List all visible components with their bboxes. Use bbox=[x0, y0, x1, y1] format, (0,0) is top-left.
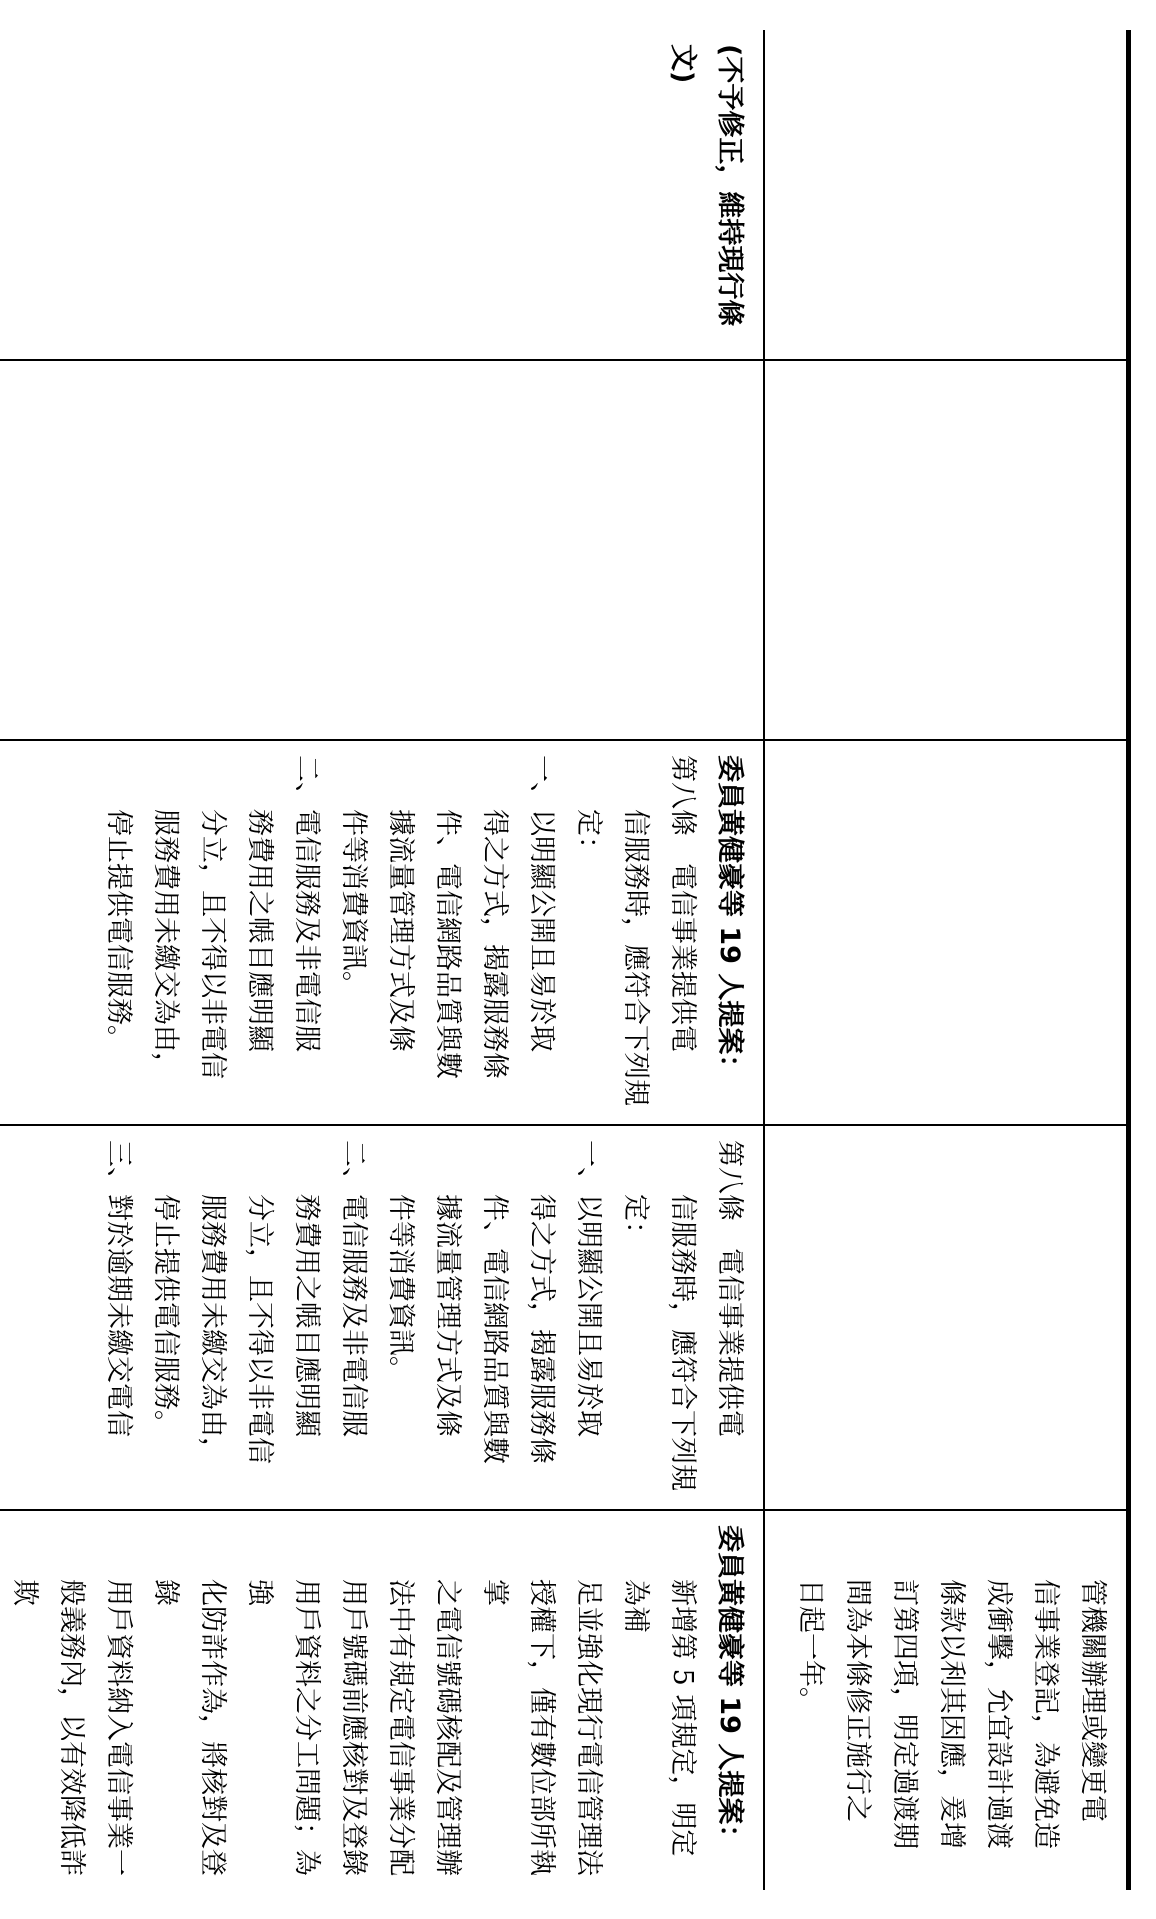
table-row bbox=[764, 30, 1129, 1890]
item-line: 停止提供電信服務。 bbox=[150, 1194, 181, 1437]
text-line: 足並強化現行電信管理法 bbox=[573, 1579, 604, 1876]
text-line: 間為本條修正施行之 bbox=[842, 1579, 873, 1822]
item-line: 一、以明顯公開且易於取 bbox=[573, 1140, 604, 1437]
item-line: 件、電信網路品質與數 bbox=[479, 1194, 510, 1464]
cell-bottom-col3 bbox=[0, 740, 764, 1125]
cell-bottom-explanation bbox=[0, 1510, 764, 1890]
text-line: 化防詐作為，將核對及登錄 bbox=[150, 1579, 228, 1876]
item-line: 得之方式，揭露服務條 bbox=[479, 809, 510, 1079]
page-body bbox=[1, 30, 1131, 1890]
text-line: 信服務時，應符合下列規 bbox=[620, 809, 651, 1106]
text-line: 成衝擊，允宜設計過渡 bbox=[983, 1579, 1014, 1849]
item-line: 服務費用未繳交為由， bbox=[197, 1194, 228, 1464]
item-line: 務費用之帳目應明顯 bbox=[291, 1194, 322, 1437]
cell-bottom-col4 bbox=[0, 1125, 764, 1510]
item-line: 分立，且不得以非電信 bbox=[197, 809, 228, 1079]
text-line: 用戶資料之分工問題；為強 bbox=[244, 1579, 322, 1876]
text-line: 授權下，僅有數位部所執掌 bbox=[479, 1579, 557, 1876]
text-line: 新增第 5 項規定，明定為補 bbox=[620, 1579, 698, 1857]
item-line: 二、電信服務及非電信服 bbox=[291, 755, 322, 1052]
cell-bottom-col1 bbox=[0, 30, 764, 360]
item-line: 服務費用未繳交為由， bbox=[150, 809, 181, 1079]
cell-bottom-col2 bbox=[0, 360, 764, 740]
text-line: 定： bbox=[620, 1194, 651, 1248]
cell-top-col1 bbox=[764, 30, 1129, 360]
proposal-heading: 委員黃健豪等 19 人提案： bbox=[714, 755, 745, 1082]
item-line: 分立，且不得以非電信 bbox=[244, 1194, 275, 1464]
item-line: 得之方式，揭露服務條 bbox=[526, 1194, 557, 1464]
item-line: 務費用之帳目應明顯 bbox=[244, 809, 275, 1052]
cell-top-explanation bbox=[764, 1510, 1129, 1890]
table-row bbox=[0, 30, 764, 1890]
text-line: 般義務內，以有效降低詐欺 bbox=[9, 1579, 87, 1876]
text-line: 之電信號碼核配及管理辦 bbox=[432, 1579, 463, 1876]
item-line: 停止提供電信服務。 bbox=[103, 809, 134, 1052]
no-amendment-note: (不予修正，維持現行條文) bbox=[667, 44, 745, 327]
cell-top-col4 bbox=[764, 1125, 1129, 1510]
item-line: 件等消費資訊。 bbox=[338, 809, 369, 998]
item-line: 件等消費資訊。 bbox=[385, 1194, 416, 1383]
text-line: 訂第四項，明定過渡期 bbox=[889, 1579, 920, 1849]
cell-top-col3 bbox=[764, 740, 1129, 1125]
item-line: 二、電信服務及非電信服 bbox=[338, 1140, 369, 1437]
comparison-table bbox=[0, 30, 1131, 1890]
item-line: 件、電信網路品質與數 bbox=[432, 809, 463, 1079]
proposal-heading: 委員黃健豪等 19 人提案： bbox=[714, 1525, 745, 1852]
cell-top-col2 bbox=[764, 360, 1129, 740]
text-line: 信服務時，應符合下列規 bbox=[667, 1194, 698, 1491]
text-line bbox=[0, 1579, 1, 1876]
text-line: 定： bbox=[573, 809, 604, 863]
text-line: 管機關辦理或變更電 bbox=[1077, 1579, 1108, 1822]
article-line: 第八條 電信事業提供電 bbox=[714, 1140, 745, 1437]
text-line: 法中有規定電信事業分配 bbox=[385, 1579, 416, 1876]
item-line: 三、對於逾期未繳交電信 bbox=[103, 1140, 134, 1437]
text-line: 用戶資料納入電信事業一 bbox=[103, 1579, 134, 1876]
text-line: 用戶號碼前應核對及登錄 bbox=[338, 1579, 369, 1876]
text-line: 日起一年。 bbox=[795, 1579, 826, 1714]
item-line: 據流量管理方式及條 bbox=[432, 1194, 463, 1437]
text-line: 條款以利其因應，爰增 bbox=[936, 1579, 967, 1849]
item-line: 據流量管理方式及條 bbox=[385, 809, 416, 1052]
article-line: 第八條 電信事業提供電 bbox=[667, 755, 698, 1052]
text-line: 信事業登記，為避免造 bbox=[1030, 1579, 1061, 1849]
item-line: 一、以明顯公開且易於取 bbox=[526, 755, 557, 1052]
